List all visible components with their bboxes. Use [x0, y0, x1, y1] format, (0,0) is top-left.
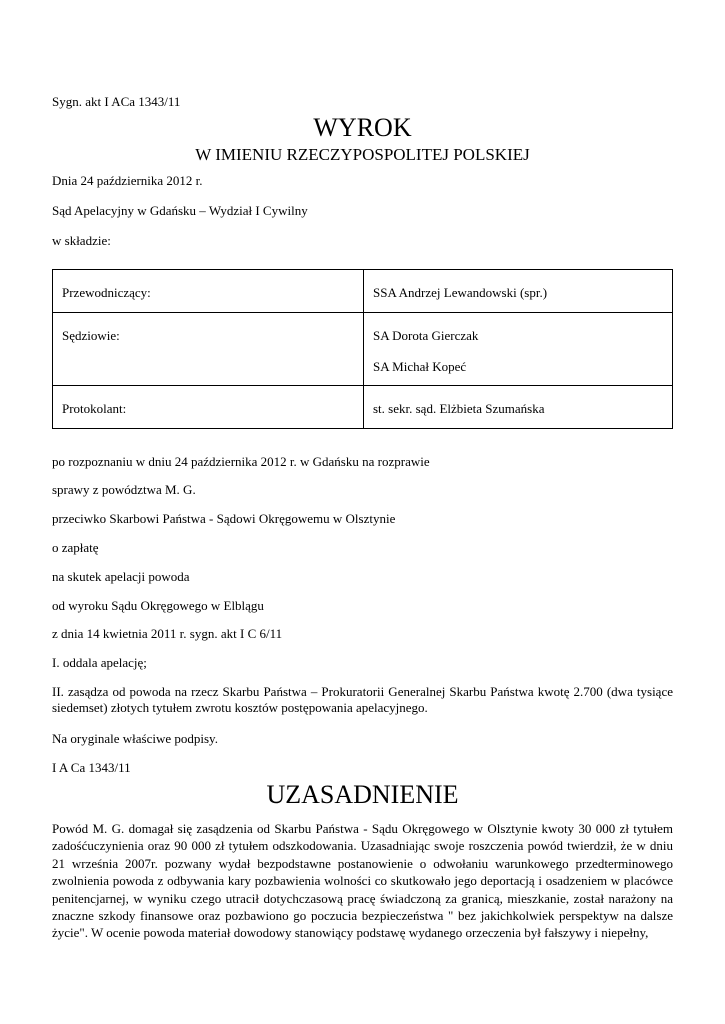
presiding-label: Przewodniczący:	[62, 285, 151, 300]
clerk-name: st. sekr. sąd. Elżbieta Szumańska	[373, 401, 545, 416]
clerk-label-cell	[53, 386, 364, 429]
justification-title: UZASADNIENIE	[266, 780, 459, 809]
court-name: Sąd Apelacyjny w Gdańsku – Wydział I Cywilny	[52, 203, 308, 218]
judges-label: Sędziowie:	[62, 328, 120, 343]
proceedings-line: od wyroku Sądu Okręgowego w Elblągu	[52, 598, 264, 613]
proceedings-line: z dnia 14 kwietnia 2011 r. sygn. akt I C 6/11	[52, 626, 283, 641]
judge-name: SA Michał Kopeć	[373, 359, 467, 374]
document-title: WYROK	[313, 113, 412, 142]
judges-label-cell	[53, 313, 364, 386]
composition-label: w składzie:	[52, 233, 111, 248]
court-panel-table	[52, 269, 673, 429]
judges-value-cell	[364, 313, 673, 386]
table-row	[53, 313, 673, 386]
proceedings-line: po rozpoznaniu w dniu 24 października 2012 r. w Gdańsku na rozprawie	[52, 454, 430, 469]
table-row	[53, 386, 673, 429]
judge-name: SA Dorota Gierczak	[373, 328, 479, 343]
presiding-value-cell	[364, 270, 673, 313]
judgment-date: Dnia 24 października 2012 r.	[52, 173, 203, 188]
case-number-repeat: I A Ca 1343/11	[52, 760, 131, 775]
proceedings-line: na skutek apelacji powoda	[52, 569, 190, 584]
table-row	[53, 270, 673, 313]
presiding-judge: SSA Andrzej Lewandowski (spr.)	[373, 285, 548, 300]
case-number: Sygn. akt I ACa 1343/11	[52, 94, 181, 109]
ruling-item: II. zasądza od powoda na rzecz Skarbu Państwa – Prokuratorii Generalnej Skarbu Państwa kwotę 2.700 (dwa tysiące siedemset) złotych tytułem zwrotu kosztów postępowania apelacyjnego.	[52, 684, 673, 715]
proceedings-line: o zapłatę	[52, 540, 99, 555]
justification-paragraph: Powód M. G. domagał się zasądzenia od Skarbu Państwa - Sądu Okręgowego w Olsztynie kwoty 30 000 zł tytułem zadośćuczynienia oraz 90 000 zł tytułem odszkodowania. Uzasadniając swoje roszczenia powód twierdził, że w dniu 21 września 2007r. pozwany wydał bezpodstawne postanowienie o odwołaniu warunkowego przedterminowego zwolnienia powoda z odbywania kary pozbawienia wolności co skutkowało jego deportacją i osadzeniem w placówce penitencjarnej, w wyniku czego utracił dotychczasową pracę świadczoną za granicą, mieszkanie, został narażony na znaczne szkody finansowe oraz pozbawiono go poczucia bezpieczeństwa " bez jakichkolwiek perspektyw na dalsze życie". W ocenie powoda materiał dowodowy stanowiący podstawę wydanego orzeczenia był fałszywy i niepełny,	[52, 821, 673, 941]
ruling-item: I. oddala apelację;	[52, 655, 147, 670]
clerk-value-cell	[364, 386, 673, 429]
presiding-label-cell	[53, 270, 364, 313]
proceedings-line: sprawy z powództwa M. G.	[52, 482, 196, 497]
signatures-note: Na oryginale właściwe podpisy.	[52, 731, 218, 746]
clerk-label: Protokolant:	[62, 401, 127, 416]
document-subtitle: W IMIENIU RZECZYPOSPOLITEJ POLSKIEJ	[195, 145, 530, 164]
proceedings-line: przeciwko Skarbowi Państwa - Sądowi Okręgowemu w Olsztynie	[52, 511, 396, 526]
